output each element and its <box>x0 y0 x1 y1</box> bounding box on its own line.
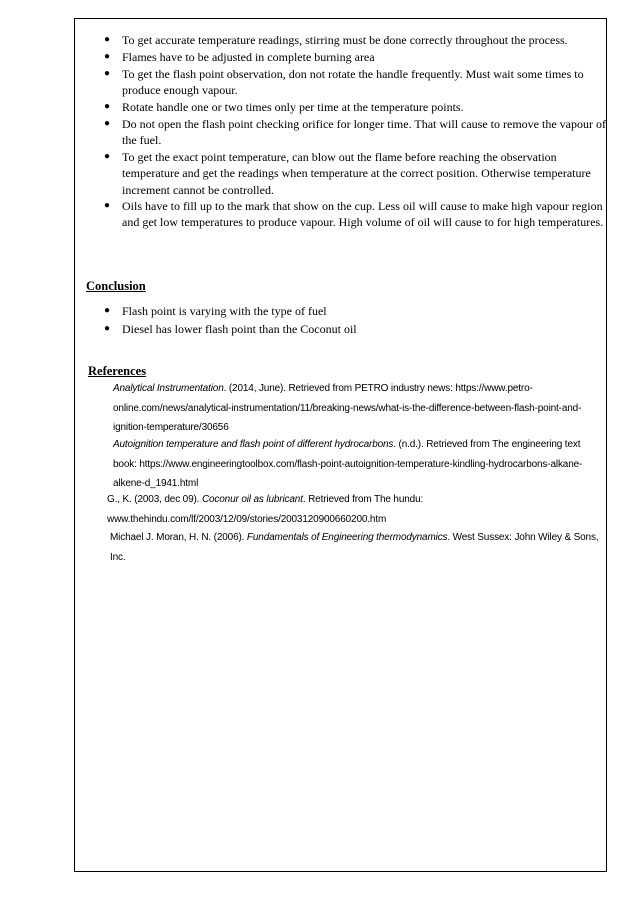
list-item: ● Do not open the flash point checking orifice for longer time. That will cause to remove the vapour of the fuel. <box>103 117 606 148</box>
list-item: ● Oils have to fill up to the mark that show on the cup. Less oil will cause to make high vapour region and get low temperatures to produce vapour. High volume of oil will cause to for high temperatures. <box>103 199 604 230</box>
bullet-icon: ● <box>103 101 111 112</box>
bullet-icon: ● <box>103 68 111 79</box>
list-item: ● Flames have to be adjusted in complete burning area <box>103 50 375 64</box>
conclusion-heading: Conclusion <box>86 279 146 293</box>
bullet-icon: ● <box>103 200 111 211</box>
bullet-icon: ● <box>103 118 111 129</box>
list-item: ● Diesel has lower flash point than the Coconut oil <box>103 322 357 336</box>
bullet-icon: ● <box>103 323 111 334</box>
list-item: ● To get accurate temperature readings, stirring must be done correctly throughout the process. <box>103 33 568 47</box>
references-heading: References <box>88 364 147 378</box>
reference-entry: Analytical Instrumentation. (2014, June). Retrieved from PETRO industry news: https://www.petro-online.com/news/analytical-instrumentation/11/breaking-news/what-is-the-difference-between-flash-point-and-ignition-temperature/30656 <box>113 383 582 433</box>
bullet-icon: ● <box>103 34 111 45</box>
reference-entry: Michael J. Moran, H. N. (2006). Fundamentals of Engineering thermodynamics. West Sussex: John Wiley & Sons, Inc. <box>110 532 599 563</box>
reference-entry: G., K. (2003, dec 09). Coconur oil as lubricant. Retrieved from The hundu: www.thehindu.com/lf/2003/12/09/stories/2003120900660200.htm <box>107 494 424 525</box>
bullet-icon: ● <box>103 305 111 316</box>
list-item: ● To get the exact point temperature, can blow out the flame before reaching the observation temperature and get the readings when temperature at the correct position. Otherwise temperature increment cannot be controlled. <box>103 150 591 197</box>
bullet-icon: ● <box>103 51 111 62</box>
reference-entry: Autoignition temperature and flash point of different hydrocarbons. (n.d.). Retrieved from The engineering text book: https://www.engineeringtoolbox.com/flash-point-autoignition-temperature-kindling-hydrocarbons-alkane-alkene-d_1941.html <box>113 439 583 489</box>
bullet-icon: ● <box>103 151 111 162</box>
list-item: ● Flash point is varying with the type of fuel <box>103 304 327 318</box>
list-item: ● To get the flash point observation, don not rotate the handle frequently. Must wait some times to produce enough vapour. <box>103 67 584 98</box>
list-item: ● Rotate handle one or two times only per time at the temperature points. <box>103 100 464 114</box>
